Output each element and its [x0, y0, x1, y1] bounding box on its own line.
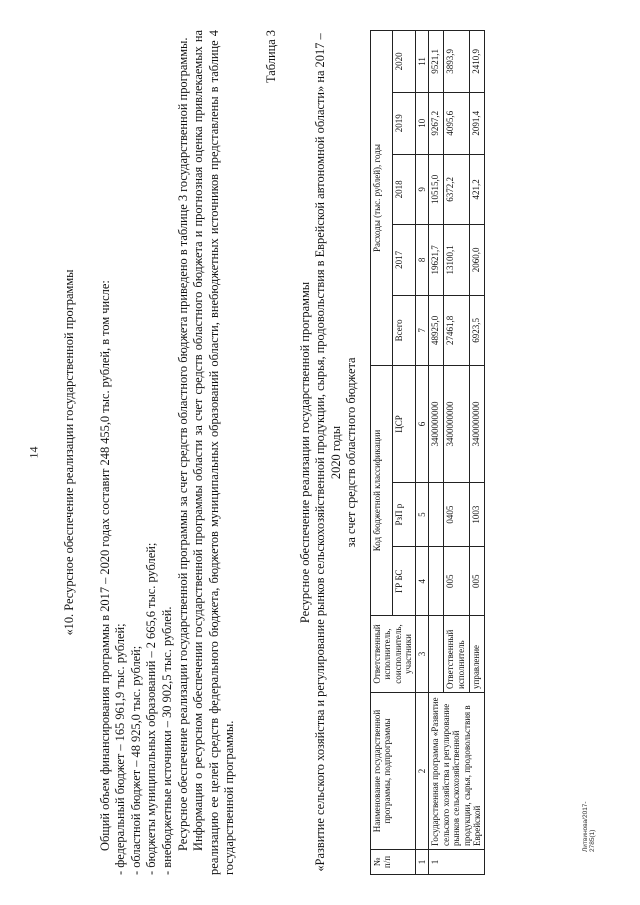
col-num: 11 [415, 31, 429, 93]
funding-item: - областной бюджет – 48 925,0 тыс. рублей; [128, 645, 143, 875]
header-cell: РзП р [393, 482, 416, 547]
col-num: 10 [415, 92, 429, 154]
col-num: 3 [415, 616, 429, 693]
program-name: Государственная программа «Развитие сельского хозяйства и регулирование рынков сельскохозяйственной продукции, сырья, продовольствия в Еврейской [429, 693, 485, 850]
cell [429, 482, 444, 547]
header-cell: Наименование государственной программы, подпрограммы [370, 693, 415, 850]
cell: 27461,8 [444, 295, 470, 366]
header-cell: 2018 [393, 154, 416, 225]
cell: 005 [444, 547, 470, 616]
col-num: 8 [415, 225, 429, 296]
page-number: 14 [26, 446, 41, 459]
column-number-row [415, 31, 429, 875]
cell [429, 547, 444, 616]
cell: 9267,2 [429, 92, 444, 154]
table-row [429, 31, 444, 875]
cell: 9521,1 [429, 31, 444, 93]
header-cell: Код бюджетной классификации [370, 366, 393, 616]
header-cell: Всего [393, 295, 416, 366]
paragraph-1: Ресурсное обеспечение реализации государственной программы за счет средств областного бюджета приведено в таблице 3 государственной программы. [175, 37, 190, 851]
cell: 6923,5 [470, 295, 485, 366]
funding-item: - внебюджетные источники – 30 902,5 тыс. рублей. [159, 606, 174, 875]
header-cell: № п/п [370, 850, 415, 875]
cell: 2091,4 [470, 92, 485, 154]
cell: 3893,9 [444, 31, 470, 93]
cell: 3400000000 [444, 366, 470, 483]
header-cell: 2019 [393, 92, 416, 154]
cell: 13100,1 [444, 225, 470, 296]
cell: 005 [470, 547, 485, 616]
cell: 10515,0 [429, 154, 444, 225]
cell: 3400000000 [429, 366, 444, 483]
col-num: 6 [415, 366, 429, 483]
cell: 3400000000 [470, 366, 485, 483]
col-num: 7 [415, 295, 429, 366]
resource-table [370, 30, 485, 875]
col-num: 9 [415, 154, 429, 225]
cell: 0405 [444, 482, 470, 547]
cell: 2410,9 [470, 31, 485, 93]
cell: 19621,7 [429, 225, 444, 296]
table-title [298, 30, 360, 875]
cell: 1003 [470, 482, 485, 547]
cell: 2060,0 [470, 225, 485, 296]
col-num: 1 [415, 850, 429, 875]
table-title-line: за счет средств областного бюджета [344, 357, 359, 548]
cell: 6372,2 [444, 154, 470, 225]
table-title-line: Ресурсное обеспечение реализации государственной программы [297, 281, 312, 624]
header-cell: Ответственный исполнитель, соисполнитель, участники [370, 616, 415, 693]
header-cell: 2020 [393, 31, 416, 93]
executor-cell: Ответственный исполнитель [444, 616, 470, 693]
col-num: 5 [415, 482, 429, 547]
funding-item: - бюджеты муниципальных образований – 2 665,6 тыс. рублей; [144, 542, 159, 875]
intro-paragraph: Общий объем финансирования программы в 2017 – 2020 годах составит 248 455,0 тыс. рублей, в том числе: [97, 280, 112, 851]
cell: 4095,6 [444, 92, 470, 154]
funding-item: - федеральный бюджет – 165 961,9 тыс. рублей; [113, 623, 128, 875]
table-title-line: «Развитие сельского хозяйства и регулирование рынков сельскохозяйственной продукции, сырья, продовольствия в Еврейской автономной области» на 2017 – 2020 годы [313, 33, 343, 872]
table-label: Таблица 3 [263, 30, 278, 83]
header-cell: Расходы (тыс. рублей), годы [370, 31, 393, 366]
row-number: 1 [429, 850, 485, 875]
header-cell: ЦСР [393, 366, 416, 483]
cell: 48925,0 [429, 295, 444, 366]
header-cell: 2017 [393, 225, 416, 296]
cell: 421,2 [470, 154, 485, 225]
paragraph-2: Информация о ресурсном обеспечении государственной программы области за счет средств областного бюджета и прогнозная оценка привлекаемых на реализацию ее целей средств федерального бюджета, бюджетов муниципальных образований области, внебюджетных источников представлены в таблице 4 государственной программы. [191, 30, 237, 875]
section-title: «10. Ресурсное обеспечение реализации государственной программы [62, 269, 76, 636]
col-num: 4 [415, 547, 429, 616]
footer-code: Литвинова/2017-2785(1) [582, 801, 596, 852]
rotated-page-content [62, 30, 592, 875]
header-cell: ГР БС [393, 547, 416, 616]
executor-cell: управление [470, 616, 485, 693]
col-num: 2 [415, 693, 429, 850]
executor-cell [429, 616, 444, 693]
